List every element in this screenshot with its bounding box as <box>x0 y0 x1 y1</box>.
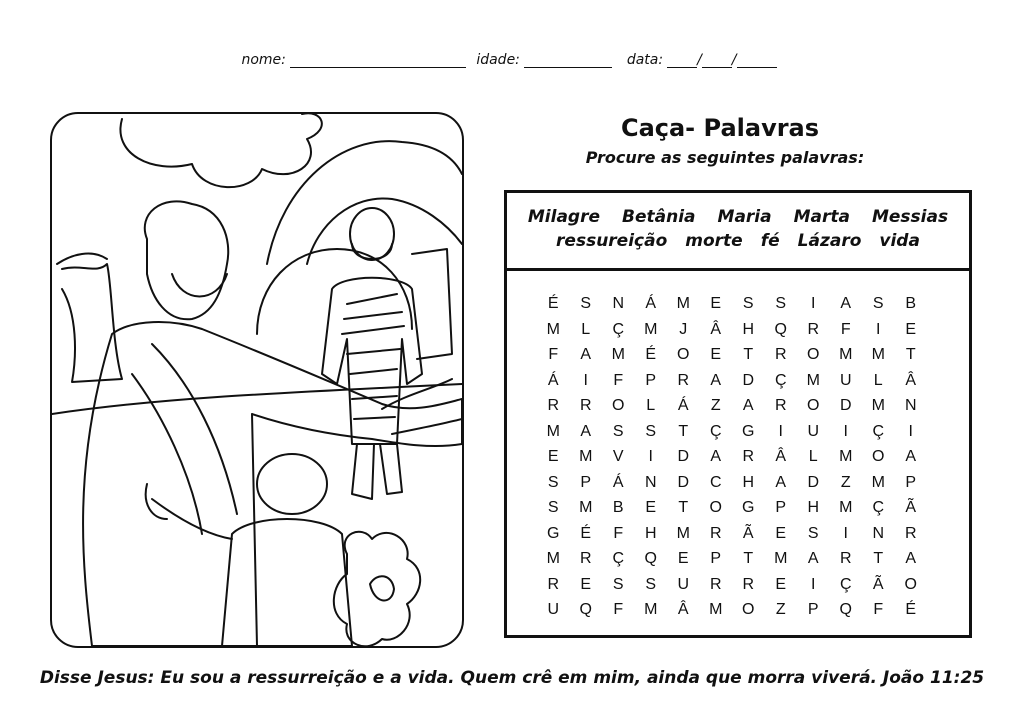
grid-letter[interactable]: T <box>873 550 884 567</box>
grid-letter[interactable]: L <box>873 371 883 389</box>
grid-letter[interactable]: A <box>742 397 754 414</box>
word-item: Lázaro <box>797 231 862 251</box>
grid-letter[interactable]: B <box>612 499 624 516</box>
grid-letter[interactable]: M <box>644 601 658 618</box>
cloud-shape <box>120 114 321 187</box>
grid-letter[interactable]: R <box>774 346 787 363</box>
grid-letter[interactable]: A <box>775 473 787 491</box>
grid-letter[interactable]: A <box>710 371 722 389</box>
grid-letter[interactable]: P <box>905 473 917 491</box>
grid-letter[interactable]: S <box>872 295 884 312</box>
grid-letter[interactable]: Ç <box>612 320 625 338</box>
word-search-grid-box <box>504 268 972 638</box>
word-item: ressureição <box>556 231 668 251</box>
grid-letter[interactable]: E <box>905 320 917 338</box>
grid-letter[interactable]: H <box>742 320 755 338</box>
grid-letter[interactable]: O <box>612 397 625 414</box>
grid-letter[interactable]: F <box>873 601 884 618</box>
grid-letter[interactable]: F <box>613 524 624 542</box>
word-item: Marta <box>793 207 850 227</box>
grid-letter[interactable]: M <box>611 346 625 363</box>
grid-letter[interactable]: Â <box>710 320 722 338</box>
grid-letter[interactable]: S <box>645 422 657 440</box>
grid-letter[interactable]: E <box>710 346 722 363</box>
grid-letter[interactable]: R <box>677 371 690 389</box>
word-item: fé <box>760 231 780 251</box>
grid-letter[interactable]: A <box>905 448 917 465</box>
tomb-stone <box>257 249 412 334</box>
grid-letter[interactable]: I <box>811 295 816 312</box>
grid-letter[interactable]: I <box>908 422 913 440</box>
grid-letter[interactable]: I <box>876 320 881 338</box>
date-separator: / <box>697 52 702 68</box>
grid-letter[interactable]: P <box>580 473 592 491</box>
grid-letter[interactable]: M <box>871 397 885 414</box>
grid-letter[interactable]: Q <box>579 601 592 618</box>
grid-letter[interactable]: T <box>743 550 754 567</box>
word-item: Milagre <box>527 207 601 227</box>
grid-letter[interactable]: O <box>904 575 917 593</box>
grid-letter[interactable]: M <box>546 320 560 338</box>
grid-letter[interactable]: C <box>709 473 722 491</box>
grid-letter[interactable]: M <box>579 499 593 516</box>
grid-letter[interactable]: Ç <box>872 422 885 440</box>
grid-letter[interactable]: M <box>546 422 560 440</box>
grid-letter[interactable]: Ç <box>839 575 852 593</box>
grid-letter[interactable]: S <box>775 295 787 312</box>
grid-letter[interactable]: Â <box>677 601 689 618</box>
grid-letter[interactable]: I <box>778 422 783 440</box>
word-search-grid <box>537 291 927 623</box>
date-day-field[interactable] <box>667 53 697 68</box>
grid-letter[interactable]: Á <box>612 473 624 491</box>
cave-hill <box>267 141 462 264</box>
grid-letter[interactable]: D <box>807 473 820 491</box>
grid-letter[interactable]: G <box>742 499 755 516</box>
grid-letter[interactable]: E <box>547 448 559 465</box>
name-field[interactable] <box>290 53 466 68</box>
name-label: nome: <box>241 52 286 68</box>
grid-letter[interactable]: I <box>583 371 588 389</box>
grid-letter[interactable]: D <box>742 371 755 389</box>
grid-letter[interactable]: G <box>547 524 560 542</box>
tree-trunk <box>62 264 122 382</box>
date-label: data: <box>626 52 664 68</box>
grid-letter[interactable]: S <box>580 295 592 312</box>
grid-letter[interactable]: S <box>547 473 559 491</box>
grid-letter[interactable]: U <box>807 422 820 440</box>
grid-letter[interactable]: M <box>774 550 788 567</box>
grid-letter[interactable]: É <box>580 524 592 542</box>
grid-letter[interactable]: D <box>677 448 690 465</box>
grid-letter[interactable]: Q <box>774 320 787 338</box>
grid-letter[interactable]: O <box>807 397 820 414</box>
grid-letter[interactable]: Á <box>645 295 657 312</box>
grid-letter[interactable]: T <box>905 346 916 363</box>
grid-letter[interactable]: F <box>613 371 624 389</box>
grid-letter[interactable]: Â <box>775 448 787 465</box>
grid-letter[interactable]: R <box>547 575 560 593</box>
bible-verse: Disse Jesus: Eu sou a ressurreição e a vida. Quem crê em mim, ainda que morra viverá. João 11:25 <box>39 668 985 688</box>
grid-letter[interactable]: R <box>742 448 755 465</box>
grid-letter[interactable]: M <box>676 524 690 542</box>
grid-letter[interactable]: R <box>742 575 755 593</box>
grid-letter[interactable]: L <box>581 320 591 338</box>
grid-letter[interactable]: G <box>742 422 755 440</box>
grid-letter[interactable]: Â <box>905 371 917 389</box>
grid-letter[interactable]: S <box>612 422 624 440</box>
grid-letter[interactable]: R <box>709 524 722 542</box>
grid-letter[interactable]: M <box>871 473 885 491</box>
grid-letter[interactable]: R <box>774 397 787 414</box>
grid-letter[interactable]: A <box>905 550 917 567</box>
grid-letter[interactable]: Ç <box>774 371 787 389</box>
student-info-header <box>0 52 1024 68</box>
word-item: morte <box>685 231 743 251</box>
grid-letter[interactable]: T <box>678 499 689 516</box>
grid-letter[interactable]: N <box>872 524 885 542</box>
word-item: Betânia <box>622 207 696 227</box>
grid-letter[interactable]: I <box>843 422 848 440</box>
grid-letter[interactable]: Á <box>677 397 689 414</box>
word-item: Messias <box>871 207 949 227</box>
grid-letter[interactable]: É <box>905 601 917 618</box>
grid-letter[interactable]: E <box>775 524 787 542</box>
grid-letter[interactable]: O <box>742 601 755 618</box>
grid-letter[interactable]: Ç <box>612 550 625 567</box>
page-title: Caça- Palavras <box>620 114 820 142</box>
grid-letter[interactable]: R <box>547 397 560 414</box>
word-item: Maria <box>717 207 772 227</box>
grid-letter[interactable]: H <box>742 473 755 491</box>
grid-letter[interactable]: H <box>807 499 820 516</box>
grid-letter[interactable]: N <box>612 295 625 312</box>
grid-letter[interactable]: Z <box>775 601 786 618</box>
grid-letter[interactable]: B <box>905 295 917 312</box>
grid-letter[interactable]: P <box>710 550 722 567</box>
age-label: idade: <box>476 52 520 68</box>
grid-letter[interactable]: R <box>709 575 722 593</box>
coloring-illustration <box>50 112 464 648</box>
grid-letter[interactable]: D <box>677 473 690 491</box>
grid-letter[interactable]: R <box>839 550 852 567</box>
grid-letter[interactable]: O <box>807 346 820 363</box>
grid-letter[interactable]: O <box>872 448 885 465</box>
grid-letter[interactable]: E <box>677 550 689 567</box>
grid-letter[interactable]: P <box>645 371 657 389</box>
grid-letter[interactable]: J <box>679 320 688 338</box>
grid-letter[interactable]: Ã <box>742 524 754 542</box>
grid-letter[interactable]: O <box>677 346 690 363</box>
grid-letter[interactable]: E <box>645 499 657 516</box>
grid-letter[interactable]: S <box>612 575 624 593</box>
grid-letter[interactable]: Z <box>840 473 851 491</box>
grid-letter[interactable]: I <box>811 575 816 593</box>
grid-letter[interactable]: Á <box>547 371 559 389</box>
grid-letter[interactable]: N <box>904 397 917 414</box>
grid-letter[interactable]: A <box>580 346 592 363</box>
grid-letter[interactable]: Q <box>644 550 657 567</box>
grid-letter[interactable]: P <box>807 601 819 618</box>
grid-letter[interactable]: Ã <box>872 575 884 593</box>
grid-letter[interactable]: A <box>580 422 592 440</box>
grid-letter[interactable]: U <box>677 575 690 593</box>
grid-letter[interactable]: I <box>648 448 653 465</box>
grid-letter[interactable]: A <box>710 448 722 465</box>
grid-letter[interactable]: P <box>775 499 787 516</box>
grid-letter[interactable]: F <box>613 601 624 618</box>
grid-letter[interactable]: V <box>612 448 624 465</box>
date-year-field[interactable] <box>737 53 777 68</box>
grid-letter[interactable]: T <box>678 422 689 440</box>
grid-letter[interactable]: M <box>709 601 723 618</box>
grid-letter[interactable]: R <box>579 397 592 414</box>
grid-letter[interactable]: Q <box>839 601 852 618</box>
grid-letter[interactable]: F <box>548 346 559 363</box>
date-separator: / <box>731 52 737 68</box>
grid-letter[interactable]: Ç <box>872 499 885 516</box>
grid-letter[interactable]: S <box>742 295 754 312</box>
grid-letter[interactable]: É <box>645 346 657 363</box>
jesus-figure <box>83 201 462 646</box>
grid-letter[interactable]: U <box>547 601 560 618</box>
word-list-row <box>507 231 969 251</box>
grid-letter[interactable]: E <box>710 295 722 312</box>
grid-letter[interactable]: L <box>646 397 656 414</box>
grid-letter[interactable]: M <box>839 499 853 516</box>
grid-letter[interactable]: N <box>644 473 657 491</box>
instructions: Procure as seguintes palavras: <box>585 148 865 167</box>
date-month-field[interactable] <box>702 53 732 68</box>
grid-letter[interactable]: M <box>676 295 690 312</box>
grid-letter[interactable]: S <box>547 499 559 516</box>
grid-letter[interactable]: U <box>839 371 852 389</box>
grid-letter[interactable]: A <box>807 550 819 567</box>
word-list-box <box>504 190 972 272</box>
grid-letter[interactable]: M <box>546 550 560 567</box>
grid-letter[interactable]: R <box>807 320 820 338</box>
grid-letter[interactable]: M <box>806 371 820 389</box>
grid-letter[interactable]: D <box>839 397 852 414</box>
grid-letter[interactable]: Ç <box>709 422 722 440</box>
grid-letter[interactable]: E <box>580 575 592 593</box>
grid-letter[interactable]: A <box>840 295 852 312</box>
grid-letter[interactable]: S <box>807 524 819 542</box>
word-item: vida <box>879 231 920 251</box>
grid-letter[interactable]: R <box>904 524 917 542</box>
grid-letter[interactable]: R <box>579 550 592 567</box>
grid-letter[interactable]: M <box>871 346 885 363</box>
grid-letter[interactable]: H <box>644 524 657 542</box>
grid-letter[interactable]: M <box>839 346 853 363</box>
grid-letter[interactable]: L <box>808 448 818 465</box>
grid-letter[interactable]: Ã <box>905 499 917 516</box>
grid-letter[interactable]: T <box>743 346 754 363</box>
lazarus-figure <box>322 208 422 499</box>
child-figure <box>146 454 352 646</box>
grid-letter[interactable]: É <box>547 295 559 312</box>
grid-letter[interactable]: F <box>840 320 851 338</box>
grid-letter[interactable]: M <box>579 448 593 465</box>
grid-letter[interactable]: O <box>709 499 722 516</box>
grid-letter[interactable]: E <box>775 575 787 593</box>
grid-letter[interactable]: Z <box>710 397 721 414</box>
grid-letter[interactable]: I <box>843 524 848 542</box>
age-field[interactable] <box>524 53 612 68</box>
grid-letter[interactable]: M <box>839 448 853 465</box>
word-list-row <box>507 207 969 227</box>
grid-letter[interactable]: M <box>644 320 658 338</box>
grid-letter[interactable]: S <box>645 575 657 593</box>
